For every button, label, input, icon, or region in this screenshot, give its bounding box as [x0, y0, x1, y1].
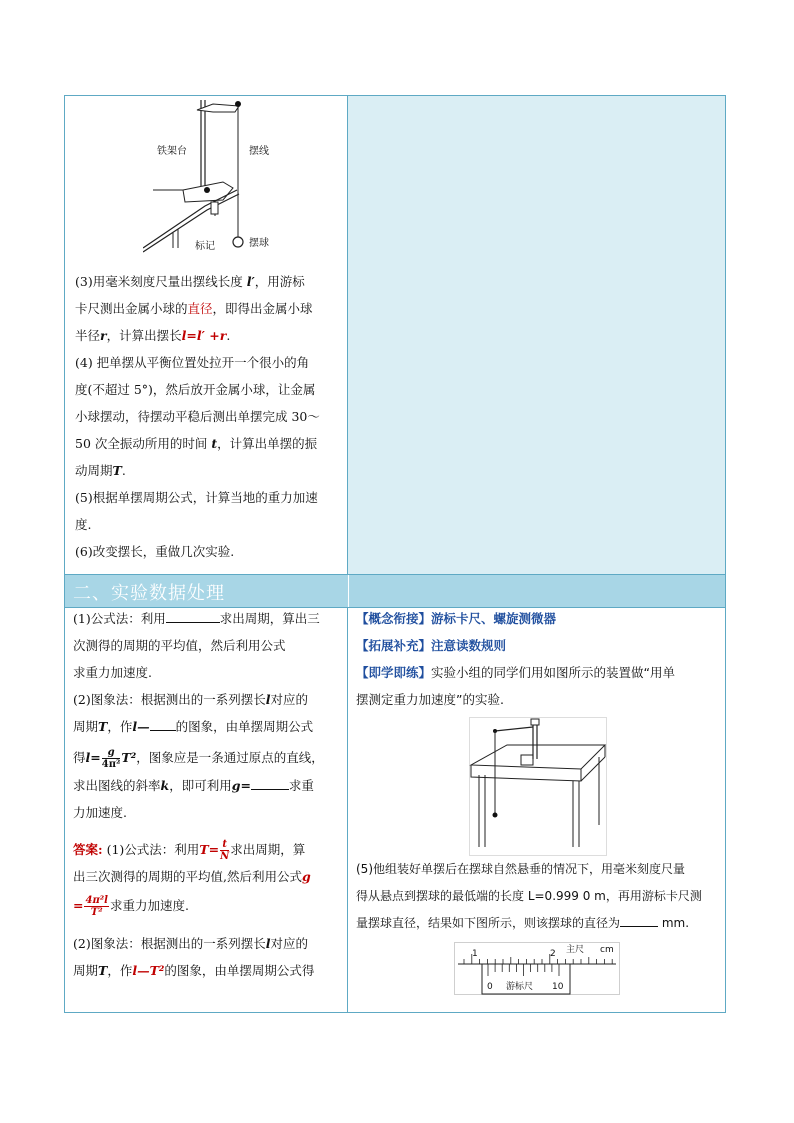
diameter-term: 直径 [187, 301, 213, 316]
method2-line2: 周期T，作l— 的图象，由单摆周期公式 [73, 719, 314, 734]
method1-line2: 次测得的周期的平均值，然后利用公式 [73, 638, 286, 653]
answer-line5: 周期T，作l—T²的图象，由单摆周期公式得 [73, 963, 315, 978]
step-5-line2: 度. [75, 517, 92, 532]
method1-line3: 求重力加速度. [73, 665, 152, 680]
main-tick-2: 2 [550, 949, 556, 959]
step-3-line2: 卡尺测出金属小球的直径，即得出金属小球 [75, 301, 313, 316]
blank-1 [166, 610, 220, 623]
fraction-4pi2l-over-T2: $\frac{\text{4π²l}}{\text{T²}}$ [85, 895, 108, 918]
fraction-t-over-N: $\frac{t}{N}$ [220, 839, 230, 862]
fraction-g-over-4pi2: $\frac{g}{\text{4π²}}$ [101, 747, 121, 770]
section-title: 二、实验数据处理 [73, 583, 225, 604]
main-unit: cm [600, 945, 614, 955]
step-4-line4: 50 次全振动所用的时间 t，计算出单摆的振 [75, 436, 318, 451]
label-ball: 摆球 [249, 238, 269, 249]
label-string: 摆线 [249, 146, 269, 157]
extension-note: 【拓展补充】注意读数规则 [356, 638, 507, 653]
concept-link-note: 【概念衔接】游标卡尺、螺旋测微器 [356, 611, 557, 626]
step-4-line1: (4) 把单摆从平衡位置处拉开一个很小的角 [75, 355, 310, 370]
procedure-cell [65, 96, 348, 574]
method1-line1: (1)公式法：利用 求出周期，算出三 [73, 611, 320, 626]
exercise-cell [348, 608, 725, 1012]
question-5-line3: 量摆球直径，结果如下图所示，则该摆球的直径为 mm. [356, 916, 690, 930]
vernier-caliper-figure [454, 942, 620, 995]
label-mark: 标记 [195, 241, 215, 252]
answer-line1: 答案: (1)公式法：利用T= $\frac{t}{N}$ 求出周期，算 [73, 839, 306, 862]
pendulum-length-formula: l=l′ +r [181, 328, 227, 343]
data-processing-cell [65, 608, 348, 1012]
method2-line4: 求出图线的斜率k，即可利用g= 求重 [73, 778, 314, 793]
label-stand: 铁架台 [157, 146, 187, 157]
main-label: 主尺 [566, 945, 585, 955]
vernier-label: 游标尺 [506, 982, 534, 992]
section-band [65, 574, 725, 608]
side-note-cell-empty [348, 96, 725, 574]
vernier-tick-0: 0 [487, 982, 493, 992]
main-tick-1: 1 [472, 949, 478, 959]
answer-blank [620, 914, 658, 927]
section-band-left [65, 575, 349, 607]
content-table [64, 95, 726, 1013]
question-5-line2: 得从悬点到摆球的最低端的长度 L=0.999 0 m，再用游标卡尺测 [356, 889, 702, 903]
answer-line3: = $\frac{\text{4π²l}}{\text{T²}}$ 求重力加速度. [73, 895, 189, 918]
blank-3 [251, 777, 289, 790]
step-4-line2: 度(不超过 5°)，然后放开金属小球，让金属 [75, 382, 316, 397]
step-4-line3: 小球摆动，待摆动平稳后测出单摆完成 30～ [75, 409, 320, 424]
practice-line2: 摆测定重力加速度”的实验. [356, 692, 504, 707]
step-6: (6)改变摆长，重做几次实验. [75, 544, 235, 559]
question-5-line1: (5)他组装好单摆后在摆球自然悬垂的情况下，用毫米刻度尺量 [356, 862, 686, 876]
step-3-line1: (3)用毫米刻度尺量出摆线长度 l′，用游标 [75, 274, 305, 289]
answer-line4: (2)图象法：根据测出的一系列摆长l对应的 [73, 936, 308, 951]
practice-line1: 【即学即练】实验小组的同学们用如图所示的装置做“用单 [356, 665, 675, 680]
step-3-line3: 半径r，计算出摆长l=l′ +r. [75, 328, 231, 343]
blank-2 [150, 718, 176, 731]
method2-line3: 得l= $\frac{g}{\text{4π²}}$ T²，图象应是一条通过原点的直线， [73, 747, 324, 770]
pendulum-apparatus-figure [143, 98, 293, 256]
pendulum-table-figure [469, 717, 607, 856]
method2-line5: 力加速度. [73, 805, 127, 820]
method2-line1: (2)图象法：根据测出的一系列摆长l对应的 [73, 692, 308, 707]
step-4-line5: 动周期T. [75, 463, 126, 478]
answer-label: 答案: [73, 842, 103, 857]
step-5-line1: (5)根据单摆周期公式，计算当地的重力加速 [75, 490, 318, 505]
vernier-tick-10: 10 [552, 982, 564, 992]
answer-line2: 出三次测得的周期的平均值,然后利用公式g [73, 869, 311, 884]
